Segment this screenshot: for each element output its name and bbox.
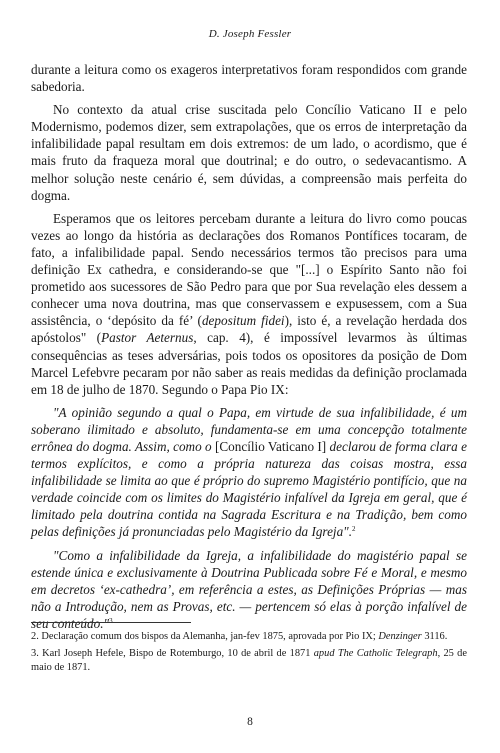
- quote-1-bracket: [Concílio Vaticano I]: [214, 438, 327, 454]
- footnote-separator: [31, 622, 191, 623]
- quote-1-part2: declarou de forma clara e termos explícitos, e como a própria natureza das coisas mostra, essa infalibilidade se limita ao que é próprio do supremo Magistério pontifício, que na verdade coincide com os limites do Magistério infalível da Igreja em geral, que é limitado pela doutrina contida na Sagrada Escritura e na Tradição, bem como pelas definições já pronunciadas pelo Magistério da Igreja".: [31, 438, 467, 540]
- footnote-ref-2[interactable]: 2: [352, 525, 356, 534]
- footnote-3-italic: apud The Catholic Telegraph: [313, 648, 438, 660]
- quote-2-text: "Como a infalibilidade da Igreja, a infalibilidade do magistério papal se estende única e exclusivamente à Doutrina Publicada sobre Fé e Moral, e mesmo em decretos ‘ex-cathedra’, em referência a estes, as Definições Próprias — mas não a Introdução, nem as Provas, etc. — pertencem só elas à porção infalível de seu conteúdo.": [31, 547, 467, 631]
- footnotes: [31, 630, 467, 678]
- main-text: [31, 61, 467, 632]
- paragraph-1: durante a leitura como os exageros interpretativos foram respondidos com grande sabedoria.: [31, 62, 467, 95]
- paragraph-3: [31, 210, 467, 398]
- footnote-2-text: 2. Declaração comum dos bispos da Alemanha, jan-fev 1875, aprovada por Pio IX;: [31, 631, 379, 642]
- paragraph-3-part3: , cap. 4), é impossível levarmos às últimas consequências as teses adversárias, pois todos os opositores da posição de Dom Marcel Lefebvre pecaram por não saber as reais medidas da definição proclamada em 18 de julho de 1870. Segundo o Papa Pio IX:: [31, 330, 467, 397]
- footnote-ref-3[interactable]: 3: [109, 616, 113, 625]
- quote-2: [31, 547, 467, 632]
- running-header: D. Joseph Fessler: [208, 28, 292, 40]
- quote-1: [31, 404, 467, 541]
- paragraph-3-italic-depositum: depositum fidei: [201, 313, 285, 329]
- footnote-3-tail: , 25 de maio de 1871.: [31, 648, 467, 673]
- paragraph-3-part2: ), isto é, a revelação herdada dos apóstolos" (: [31, 313, 467, 346]
- footnote-2-italic: Denzinger: [378, 631, 422, 642]
- quote-1-part1: "A opinião segundo a qual o Papa, em virtude de sua infalibilidade, é um soberano ilimitado e absoluto, fundamenta-se em uma concepção totalmente errônea do dogma. Assim, como o: [31, 404, 467, 454]
- footnote-2: [31, 630, 467, 643]
- footnote-3: [31, 647, 467, 674]
- footnote-2-tail: 3116.: [421, 631, 448, 642]
- paragraph-2: No contexto da atual crise suscitada pelo Concílio Vaticano II e pelo Modernismo, podemos dizer, sem extrapolações, que os erros de interpretação da infalibilidade papal resultam em dois extremos: de um lado, o acordismo, que é mais fruto da fraqueza moral que doutrinal; e do outro, o sedevacantismo. A melhor solução neste cenário é, sem dúvidas, a compreensão mais perfeita do dogma.: [31, 102, 467, 203]
- paragraph-3-part1: Esperamos que os leitores percebam durante a leitura do livro como poucas vezes ao longo da história as declarações dos Romanos Pontífices tocaram, de fato, a infalibilidade papal. Sendo necessários termos tão precisos para uma definição Ex cathedra, e considerando-se que "[...] o Espírito Santo não foi prometido aos sucessores de São Pedro para que por Sua revelação eles dessem a conhecer uma nova doutrina, mas que conservassem e expusessem, com a Sua assistência, o ‘depósito da fé’ (: [31, 210, 467, 329]
- footnote-3-text: 3. Karl Joseph Hefele, Bispo de Rotemburgo, 10 de abril de 1871: [31, 648, 314, 660]
- paragraph-3-italic-pastor-aeternus: Pastor Aeternus: [101, 330, 194, 346]
- page-number: 8: [247, 716, 253, 728]
